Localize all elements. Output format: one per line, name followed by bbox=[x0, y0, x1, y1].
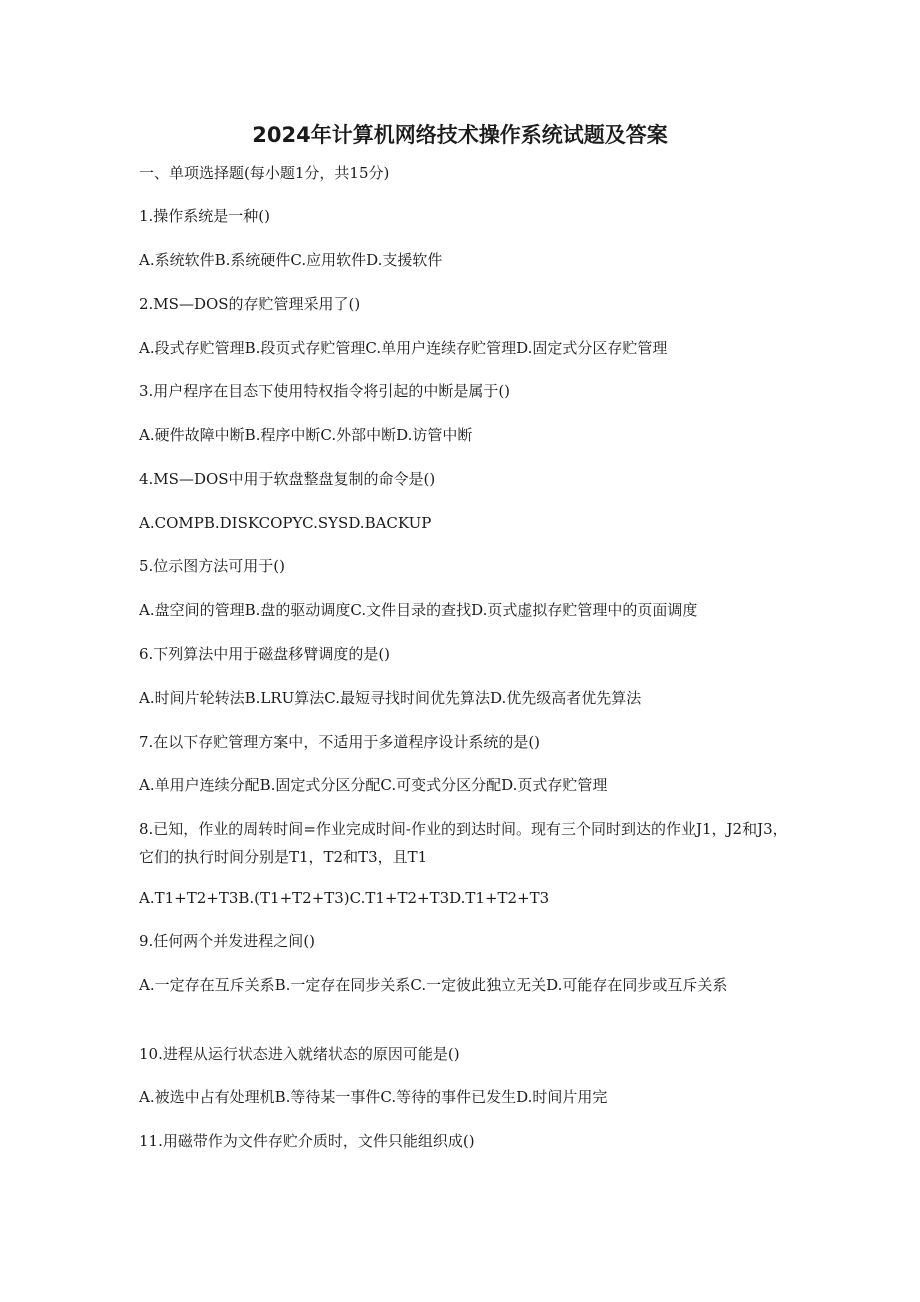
question-4-options: A.COMPB.DISKCOPYC.SYSD.BACKUP bbox=[139, 514, 432, 532]
question-6-stem: 6.下列算法中用于磁盘移臂调度的是() bbox=[139, 645, 391, 663]
question-10-options: A.被选中占有处理机B.等待某一事件C.等待的事件已发生D.时间片用完 bbox=[139, 1088, 608, 1106]
question-9-options: A.一定存在互斥关系B.一定存在同步关系C.一定彼此独立无关D.可能存在同步或互斥关系 bbox=[139, 976, 728, 994]
document-title: 2024年计算机网络技术操作系统试题及答案 bbox=[252, 123, 668, 147]
question-5-stem: 5.位示图方法可用于() bbox=[139, 557, 286, 575]
question-8-options: A.T1+T2+T3B.(T1+T2+T3)C.T1+T2+T3D.T1+T2+T3 bbox=[139, 889, 550, 907]
question-10-stem: 10.进程从运行状态进入就绪状态的原因可能是() bbox=[139, 1045, 460, 1063]
question-6-options: A.时间片轮转法B.LRU算法C.最短寻找时间优先算法D.优先级高者优先算法 bbox=[139, 689, 642, 707]
question-8-stem: 8.已知，作业的周转时间=作业完成时间-作业的到达时间。现有三个同时到达的作业J1，J2和J3，它们的执行时间分别是T1，T2和T3，且T1 bbox=[139, 820, 788, 866]
question-1-stem: 1.操作系统是一种() bbox=[139, 207, 271, 225]
question-2-stem: 2.MS—DOS的存贮管理采用了() bbox=[139, 295, 361, 313]
question-11-stem: 11.用磁带作为文件存贮介质时，文件只能组织成() bbox=[139, 1132, 475, 1150]
question-3-stem: 3.用户程序在目态下使用特权指令将引起的中断是属于() bbox=[139, 382, 511, 400]
question-2-options: A.段式存贮管理B.段页式存贮管理C.单用户连续存贮管理D.固定式分区存贮管理 bbox=[139, 339, 668, 357]
question-1-options: A.系统软件B.系统硬件C.应用软件D.支援软件 bbox=[139, 251, 443, 269]
question-5-options: A.盘空间的管理B.盘的驱动调度C.文件目录的查找D.页式虚拟存贮管理中的页面调度 bbox=[139, 601, 698, 619]
section-heading: 一、单项选择题(每小题1分，共15分) bbox=[139, 164, 390, 182]
question-4-stem: 4.MS—DOS中用于软盘整盘复制的命令是() bbox=[139, 470, 436, 488]
question-7-options: A.单用户连续分配B.固定式分区分配C.可变式分区分配D.页式存贮管理 bbox=[139, 776, 608, 794]
question-7-stem: 7.在以下存贮管理方案中，不适用于多道程序设计系统的是() bbox=[139, 733, 541, 751]
question-3-options: A.硬件故障中断B.程序中断C.外部中断D.访管中断 bbox=[139, 426, 473, 444]
question-9-stem: 9.任何两个并发进程之间() bbox=[139, 932, 316, 950]
